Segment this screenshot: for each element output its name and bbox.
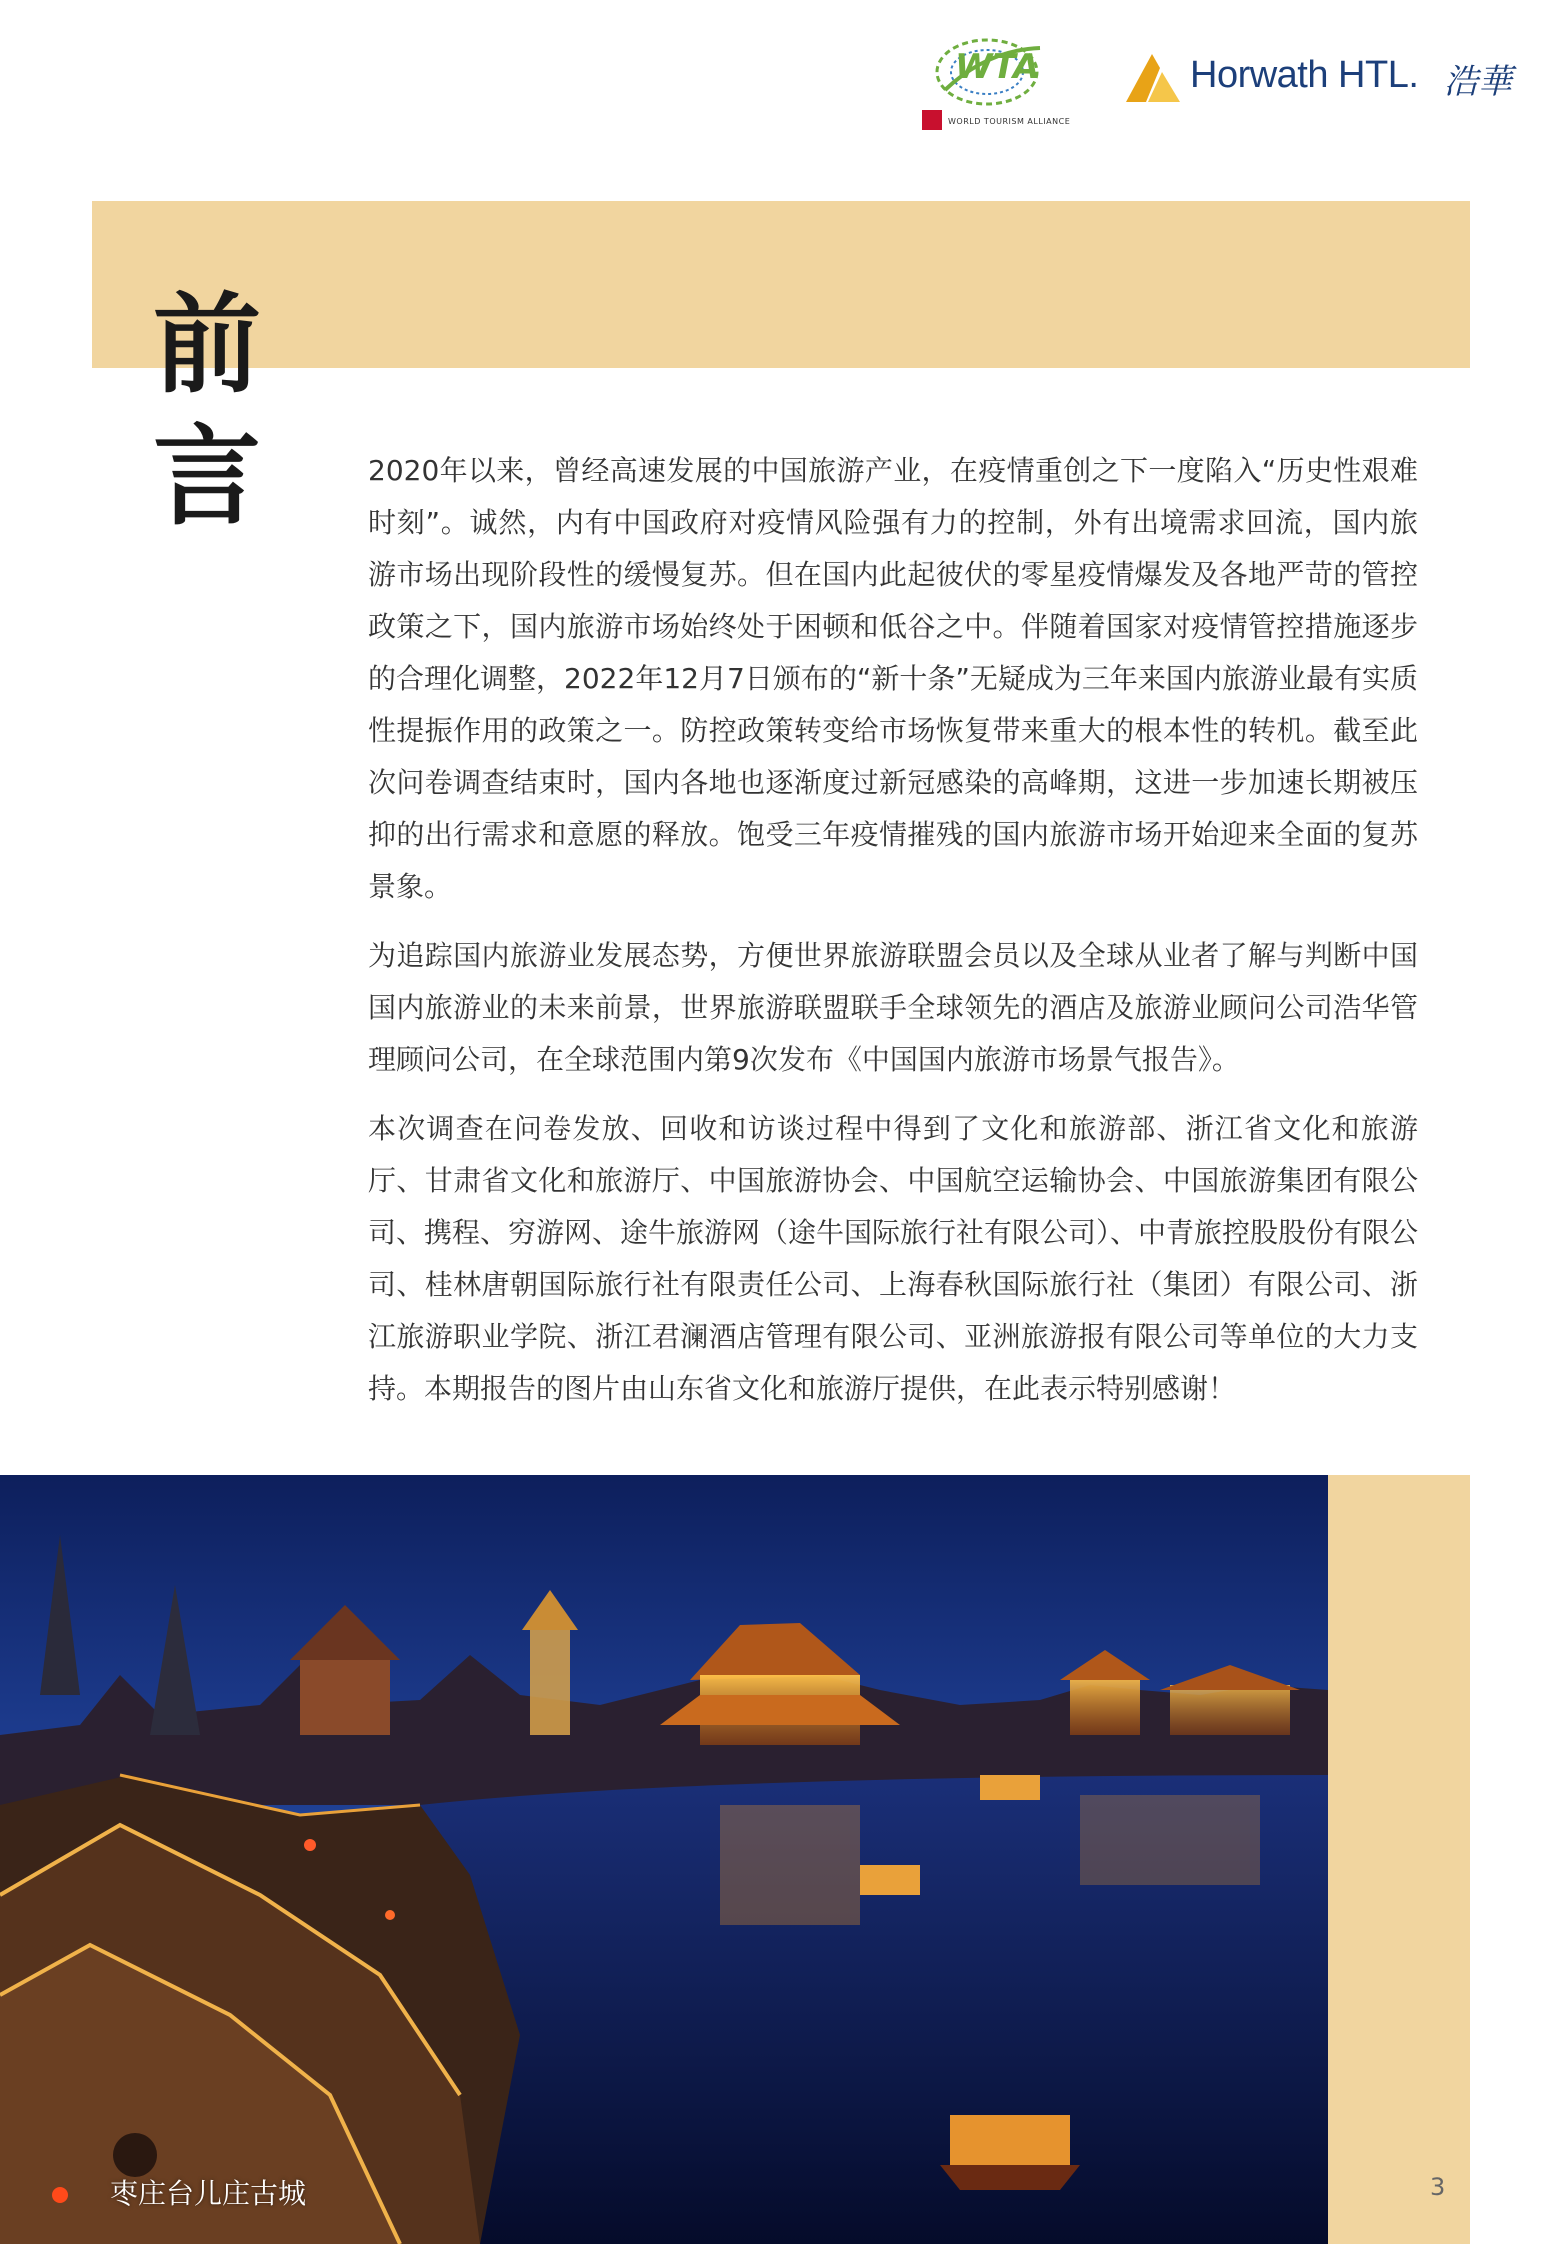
paragraph: 本次调查在问卷发放、回收和访谈过程中得到了文化和旅游部、浙江省文化和旅游厅、甘肃省文化和旅游厅、中国旅游协会、中国航空运输协会、中国旅游集团有限公司、携程、穷游网、途牛旅游网（途牛国际旅行社有限公司）、中青旅控股股份有限公司、桂林唐朝国际旅行社有限责任公司、上海春秋国际旅行社（集团）有限公司、浙江旅游职业学院、浙江君澜酒店管理有限公司、亚洲旅游报有限公司等单位的大力支持。本期报告的图片由山东省文化和旅游厅提供，在此表示特别感谢！ <box>368 1112 1419 1405</box>
page-title <box>152 280 262 544</box>
night-town-photo <box>0 1475 1328 2244</box>
horwath-logo <box>1122 50 1532 110</box>
wta-logo-text: WTA <box>955 47 1040 87</box>
paragraph: 2020年以来，曾经高速发展的中国旅游产业，在疫情重创之下一度陷入“历史性艰难时刻”。诚然，内有中国政府对疫情风险强有力的控制，外有出境需求回流，国内旅游市场出现阶段性的缓慢复苏。但在国内此起彼伏的零星疫情爆发及各地严苛的管控政策之下，国内旅游市场始终处于困顿和低谷之中。伴随着国家对疫情管控措施逐步的合理化调整，2022年12月7日颁布的“新十条”无疑成为三年来国内旅游业最有实质性提振作用的政策之一。防控政策转变给市场恢复带来重大的根本性的转机。截至此次问卷调查结束时，国内各地也逐渐度过新冠感染的高峰期，这进一步加速长期被压抑的出行需求和意愿的释放。饱受三年疫情摧残的国内旅游市场开始迎来全面的复苏景象。 <box>368 454 1418 903</box>
horwath-logo-cn: 浩華 <box>1444 62 1512 102</box>
photo-sidebar <box>1328 1475 1470 2244</box>
page-number: 3 <box>1430 2173 1446 2201</box>
page-title-char-1: 前 <box>152 283 261 408</box>
title-band <box>92 201 1470 368</box>
horwath-logo-text: Horwath HTL. <box>1190 54 1419 96</box>
page-title-char-2: 言 <box>152 415 261 540</box>
body-text <box>368 445 1418 1432</box>
paragraph: 为追踪国内旅游业发展态势，方便世界旅游联盟会员以及全球从业者了解与判断中国国内旅游业的未来前景，世界旅游联盟联手全球领先的酒店及旅游业顾问公司浩华管理顾问公司，在全球范围内第9次发布《中国国内旅游市场景气报告》。 <box>368 939 1418 1076</box>
photo-caption: 枣庄台儿庄古城 <box>110 2177 307 2210</box>
wta-tagline: WORLD TOURISM ALLIANCE <box>948 117 1071 126</box>
wta-seal-icon <box>922 110 942 130</box>
horwath-mountain-icon <box>1122 50 1184 106</box>
